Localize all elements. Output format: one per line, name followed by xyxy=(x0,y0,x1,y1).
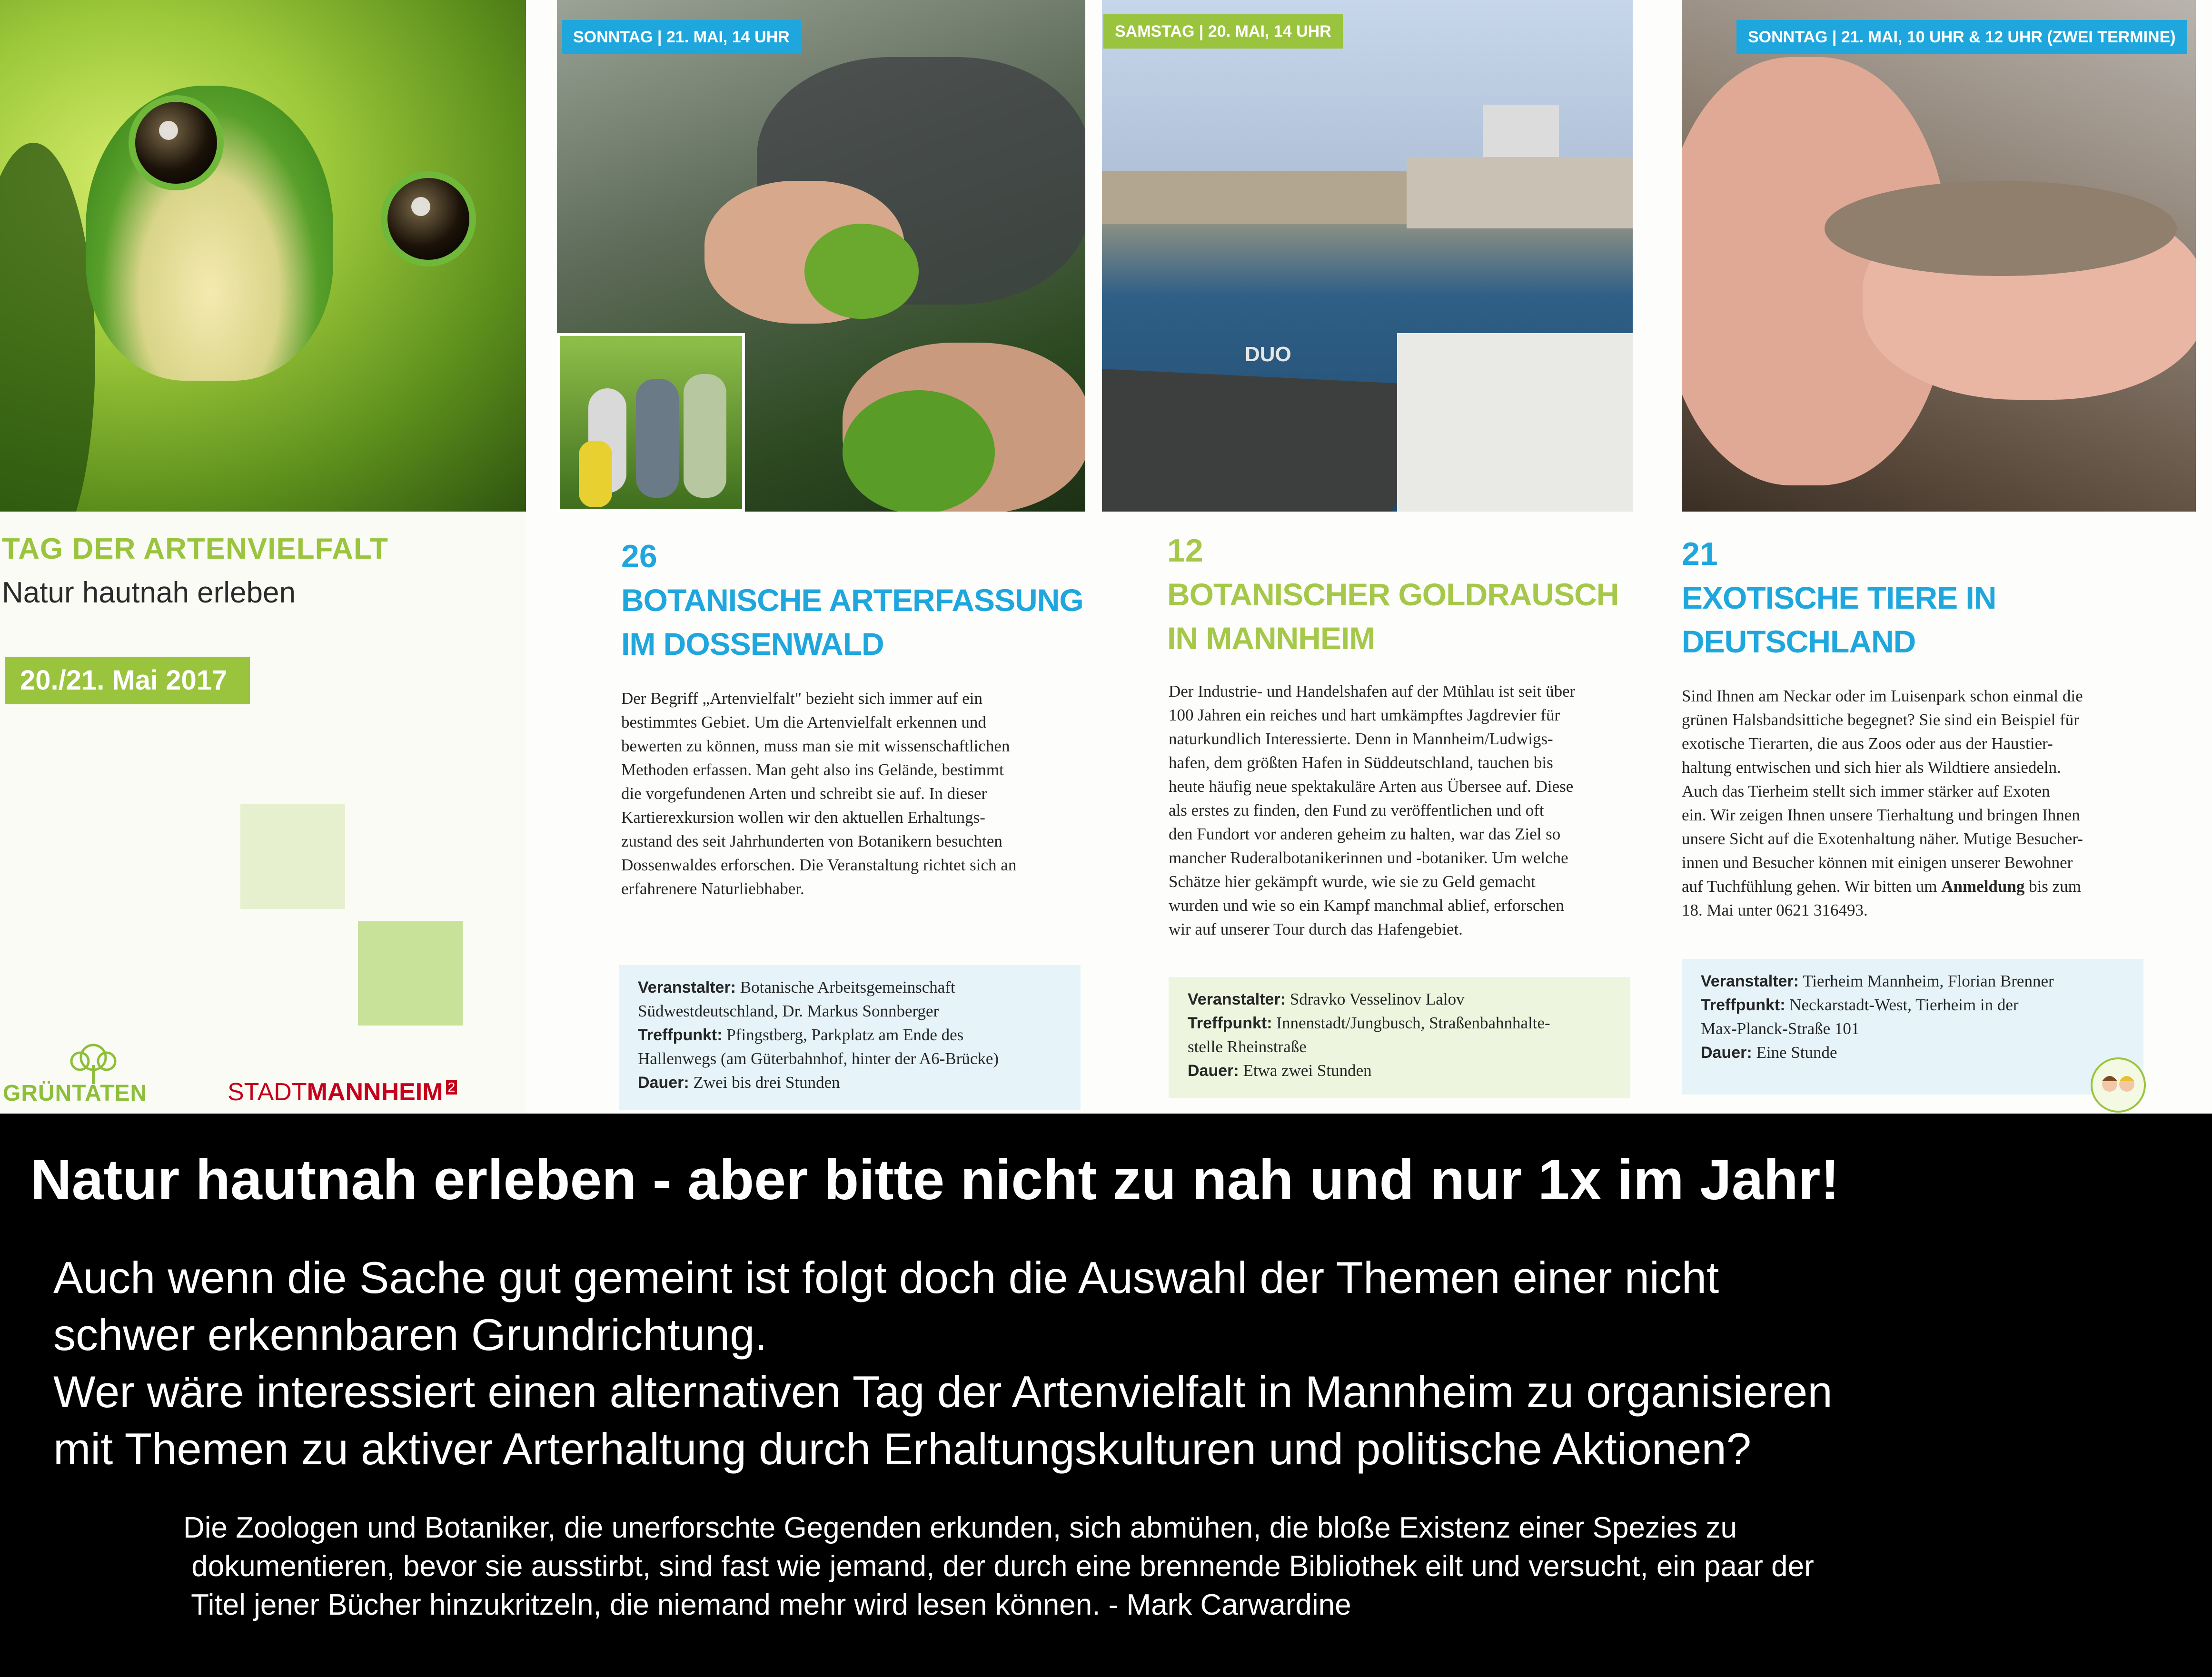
frog-eye-right xyxy=(381,171,476,266)
event-21-description: Sind Ihnen am Neckar oder im Luisenpark schon einmal die grünen Halsbandsittiche begegnet? Sie sind ein Beispiel für exotische Tierarten, die aus Zoos oder aus der Haustier- haltung entwischen und sich hier als Wildtiere ansiedeln. Auch das Tierheim stellt sich immer stärker auf Exoten ein. Wir zeigen Ihnen unsere Tierhaltung und bringen Ihnen unsere Sicht auf die Exotenhaltung näher. Mutige Besucher- innen und Besucher können mit einigen unserer Bewohner auf Tuchfühlung gehen. Wir bitten um Anmeldung bis zum 18. Mai unter 0621 316493. xyxy=(1682,687,2083,919)
cover-panel xyxy=(0,0,526,1114)
event-12-title: BOTANISCHER GOLDRAUSCH IN MANNHEIM xyxy=(1167,577,1619,656)
quay-railing xyxy=(1397,333,1633,512)
event-26-title: BOTANISCHE ARTERFASSUNG IM DOSSENWALD xyxy=(621,582,1083,661)
event-26-photo xyxy=(557,0,1085,512)
leaf-shape xyxy=(0,143,95,512)
event-12-info-box: Veranstalter: Sdravko Vesselinov Lalov Treffpunkt: Innenstadt/Jungbusch, Straßenbahnhalte- stelle Rheinstraße Dauer: Etwa zwei Stunden xyxy=(1169,977,1630,1098)
event-26-info-box: Veranstalter: Botanische Arbeitsgemeinschaft Südwestdeutschland, Dr. Markus Sonnberger Treffpunkt: Pfingstberg, Parkplatz am Ende des Hallenwegs (am Güterbahnhof, hinter der A6-Brücke) Dauer: Zwei bis drei Stunden xyxy=(619,965,1081,1110)
event-12-date-badge: SAMSTAG | 20. MAI, 14 UHR xyxy=(1103,14,1343,49)
event-21-date-badge: SONNTAG | 21. MAI, 10 UHR & 12 UHR (ZWEI TERMINE) xyxy=(1736,20,2187,54)
frog-photo xyxy=(0,0,526,512)
harbour-shape xyxy=(1102,171,1407,224)
event-26-date-badge: SONNTAG | 21. MAI, 14 UHR xyxy=(562,20,801,54)
cover-title: TAG DER ARTENVIELFALT xyxy=(2,533,389,565)
date-badge: 20./21. Mai 2017 xyxy=(5,657,250,704)
caption-body: Auch wenn die Sache gut gemeint ist folgt doch die Auswahl der Themen einer nicht schwer erkennbaren Grundrichtung. Wer wäre interessiert einen alternativen Tag der Artenvielfalt in Mannheim zu organisieren mit Themen zu aktiver Arterhaltung durch Erhaltungskulturen und politische Aktionen? xyxy=(53,1253,1833,1474)
children-mascot-icon xyxy=(2090,1056,2147,1114)
decorative-square xyxy=(358,921,463,1026)
decorative-square xyxy=(240,804,345,909)
leaf-shape xyxy=(843,390,995,512)
tree-icon xyxy=(46,1042,141,1085)
gruentaten-logo xyxy=(3,1042,174,1109)
event-21-photo xyxy=(1682,0,2196,512)
group-inset-photo xyxy=(557,333,745,512)
event-12-photo xyxy=(1102,0,1633,512)
lizard-shape xyxy=(1825,181,2177,276)
event-12-description: Der Industrie- und Handelshafen auf der Mühlau ist seit über 100 Jahren ein reiches und hart umkämpftes Jagdrevier für naturkundlich Interessierte. Denn in Mannheim/Ludwigs- hafen, dem größten Hafen in Süddeutschland, tauchen bis heute häufig neue spektakuläre Arten aus Übersee auf. Diese als erstes zu finden, den Fund zu veröffentlichen und oft den Fundort vor anderen geheim zu halten, war das Ziel so mancher Ruderalbotanikerinnen und -botaniker. Um welche Schätze hier gekämpft wurde, wie sie zu Geld gemacht wurden und wie so ein Kampf manchmal ablief, erforschen wir auf unserer Tour durch das Hafengebiet. xyxy=(1169,682,1576,938)
caption-headline: Natur hautnah erleben - aber bitte nicht zu nah und nur 1x im Jahr! xyxy=(30,1148,1840,1212)
caption-area xyxy=(0,1114,2212,1677)
leaf-shape xyxy=(804,224,919,319)
factory-shape xyxy=(1407,157,1633,228)
event-12-number: 12 xyxy=(1167,533,1203,569)
gruentaten-wordmark: GRÜNTATEN xyxy=(3,1081,148,1106)
ship-name: DUO xyxy=(1245,343,1291,366)
event-26-description: Der Begriff „Artenvielfalt" bezieht sich immer auf ein bestimmtes Gebiet. Um die Artenvielfalt erkennen und bewerten zu können, muss man sie mit wissenschaftlichen Methoden erfassen. Man geht also ins Gelände, bestimmt die vorgefundenen Arten und schreibt sie auf. In dieser Kartierexkursion wollen wir den aktuellen Erhaltungs- zustand des seit Jahrhunderten von Botanikern besuchten Dossenwaldes erforschen. Die Veranstaltung richtet sich an erfahrenere Naturliebhaber. xyxy=(621,689,1017,898)
event-21-info-box: Veranstalter: Tierheim Mannheim, Florian Brenner Treffpunkt: Neckarstadt-West, Tierheim in der Max-Planck-Straße 101 Dauer: Eine Stunde xyxy=(1682,959,2143,1095)
caption-quote: Die Zoologen und Botaniker, die unerforschte Gegenden erkunden, sich abmühen, die bloße Existenz einer Spezies zu dokumentieren, bevor sie ausstirbt, sind fast wie jemand, der durch eine brennende Bibliothek eilt und versucht, ein paar der Titel jener Bücher hinzukritzeln, die niemand mehr wird lesen können. - Mark Carwardine xyxy=(183,1511,1814,1621)
event-26-number: 26 xyxy=(621,538,657,574)
event-21-title: EXOTISCHE TIERE IN DEUTSCHLAND xyxy=(1682,580,1996,659)
frog-eye-left xyxy=(129,95,224,190)
cover-subtitle: Natur hautnah erleben xyxy=(2,576,296,609)
stadt-mannheim-logo: STADTMANNHEIM $^2$ xyxy=(228,1078,457,1106)
event-21-number: 21 xyxy=(1682,536,1718,572)
